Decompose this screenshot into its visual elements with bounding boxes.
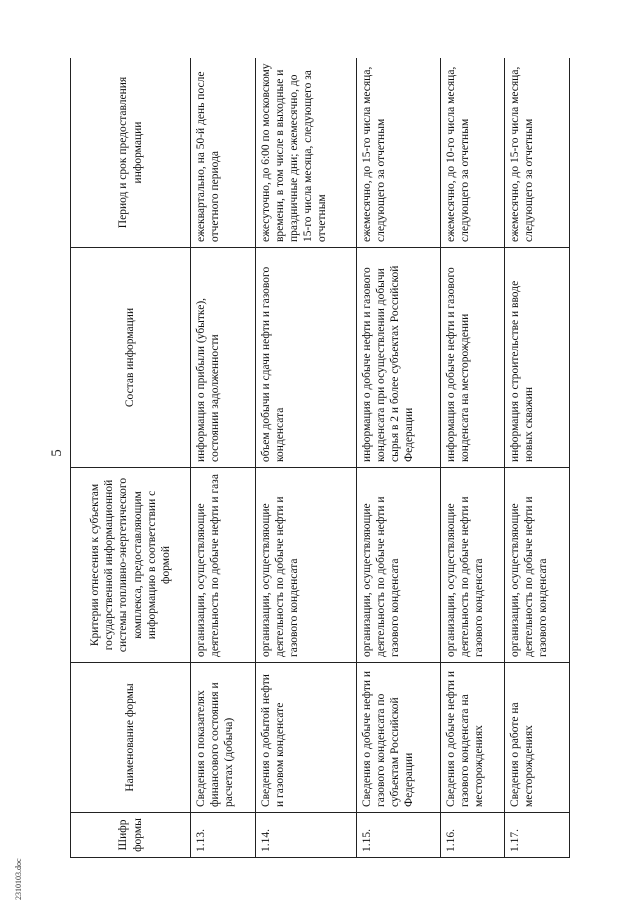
header-period: Период и срок предоставления информации	[71, 58, 191, 248]
cell-code: 1.17.	[505, 813, 570, 858]
cell-form-name: Сведения о добыче нефти и газового конденсата по субъектам Российской Федерации	[357, 663, 440, 813]
cell-criteria: организации, осуществляющие деятельность по добыче нефти и газового конденсата	[255, 468, 357, 663]
cell-criteria: организации, осуществляющие деятельность по добыче нефти и газового конденсата	[505, 468, 570, 663]
page-number: 5	[49, 449, 65, 457]
cell-period: ежемесячно, до 15-го числа месяца, следующего за отчетным	[357, 58, 440, 248]
rotated-table-area	[70, 58, 570, 858]
cell-period: ежесуточно, до 6:00 по московскому времени, в том числе в выходные и праздничные дни; ежемесячно, до 15-го числа месяца, следующего за отчетным	[255, 58, 357, 248]
header-content: Состав информации	[71, 248, 191, 468]
rotated-table-container	[70, 58, 570, 858]
table-row	[440, 58, 505, 858]
table-row	[505, 58, 570, 858]
cell-period: ежемесячно, до 15-го числа месяца, следующего за отчетным	[505, 58, 570, 248]
header-criteria: Критерии отнесения к субъектам государственной информационной системы топливно-энергетического комплекса, предоставляющим информацию в соответствии с формой	[71, 468, 191, 663]
cell-content: информация о прибыли (убытке), состоянии задолженности	[191, 248, 256, 468]
cell-form-name: Сведения о показателях финансового состояния и расчетах (добыча)	[191, 663, 256, 813]
cell-criteria: организации, осуществляющие деятельность по добыче нефти и газового конденсата	[357, 468, 440, 663]
forms-table	[70, 58, 570, 858]
cell-code: 1.16.	[440, 813, 505, 858]
table-header-row	[71, 58, 191, 858]
cell-criteria: организации, осуществляющие деятельность по добыче нефти и газового конденсата	[440, 468, 505, 663]
footer-file-code: 2310103.doc	[14, 858, 23, 900]
cell-code: 1.13.	[191, 813, 256, 858]
header-form-name: Наименование формы	[71, 663, 191, 813]
cell-period: ежемесячно, до 10-го числа месяца, следующего за отчетным	[440, 58, 505, 248]
table-row	[255, 58, 357, 858]
header-code: Шифр формы	[71, 813, 191, 858]
table-row	[357, 58, 440, 858]
cell-content: информация о добыче нефти и газового конденсата при осуществлении добычи сырья в 2 и более субъектах Российской Федерации	[357, 248, 440, 468]
cell-content: информация о добыче нефти и газового конденсата на месторождении	[440, 248, 505, 468]
cell-content: объем добычи и сдачи нефти и газового конденсата	[255, 248, 357, 468]
cell-period: ежеквартально, на 50-й день после отчетного периода	[191, 58, 256, 248]
cell-form-name: Сведения о добыче нефти и газового конденсата на месторождениях	[440, 663, 505, 813]
table-row	[191, 58, 256, 858]
cell-form-name: Сведения о работе на месторождениях	[505, 663, 570, 813]
cell-code: 1.14.	[255, 813, 357, 858]
cell-form-name: Сведения о добытой нефти и газовом конденсате	[255, 663, 357, 813]
cell-code: 1.15.	[357, 813, 440, 858]
cell-content: информация о строительстве и вводе новых скважин	[505, 248, 570, 468]
cell-criteria: организации, осуществляющие деятельность по добыче нефти и газа	[191, 468, 256, 663]
